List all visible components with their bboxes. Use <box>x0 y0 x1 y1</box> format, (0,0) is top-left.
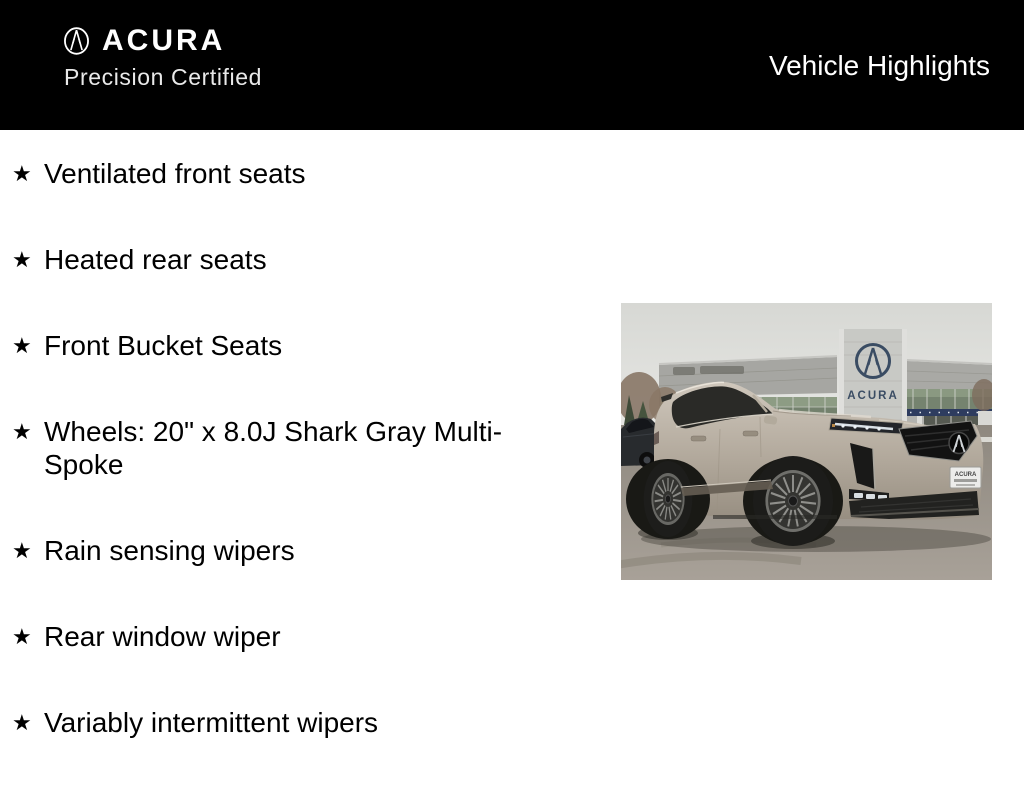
star-bullet-icon: ★ <box>12 624 32 649</box>
star-bullet-icon: ★ <box>12 333 32 358</box>
star-bullet-icon: ★ <box>12 161 32 186</box>
rear-wheel <box>644 461 693 537</box>
highlight-item <box>12 243 557 276</box>
star-bullet-icon: ★ <box>12 538 32 563</box>
license-plate <box>950 467 981 488</box>
star-bullet-icon: ★ <box>12 419 32 444</box>
vehicle-photo-scene <box>621 303 992 580</box>
highlight-text: Wheels: 20" x 8.0J Shark Gray Multi-Spoke <box>44 416 503 480</box>
brand-tagline: Precision Certified <box>64 64 263 90</box>
highlight-text: Variably intermittent wipers <box>44 707 379 738</box>
front-wheel <box>753 456 833 546</box>
highlight-text: Heated rear seats <box>44 244 267 275</box>
door-handle <box>743 431 758 436</box>
star-bullet-icon: ★ <box>12 247 32 272</box>
highlight-item <box>12 329 557 362</box>
highlight-item <box>12 534 557 567</box>
acura-emblem-icon <box>949 433 969 454</box>
highlight-item <box>12 706 557 739</box>
highlight-text: Front Bucket Seats <box>44 330 283 361</box>
brand-name: ACURA <box>102 24 226 57</box>
highlight-item <box>12 620 557 653</box>
brand-block <box>60 24 225 58</box>
highlight-text: Rear window wiper <box>44 621 281 652</box>
highlight-text: Ventilated front seats <box>44 158 306 189</box>
highlights-list <box>12 157 557 792</box>
highlight-text: Rain sensing wipers <box>44 535 295 566</box>
acura-logo-icon <box>60 24 93 58</box>
highlight-item <box>12 157 557 190</box>
vehicle-photo <box>621 303 992 580</box>
door-handle <box>691 436 706 441</box>
highlight-item <box>12 415 557 481</box>
license-plate-text: ACURA <box>954 472 977 478</box>
tower-brand-text: ACURA <box>847 390 899 402</box>
page-title: Vehicle Highlights <box>768 50 990 81</box>
header-bar <box>0 0 1024 130</box>
dealership-sign <box>673 366 744 375</box>
star-bullet-icon: ★ <box>12 710 32 735</box>
